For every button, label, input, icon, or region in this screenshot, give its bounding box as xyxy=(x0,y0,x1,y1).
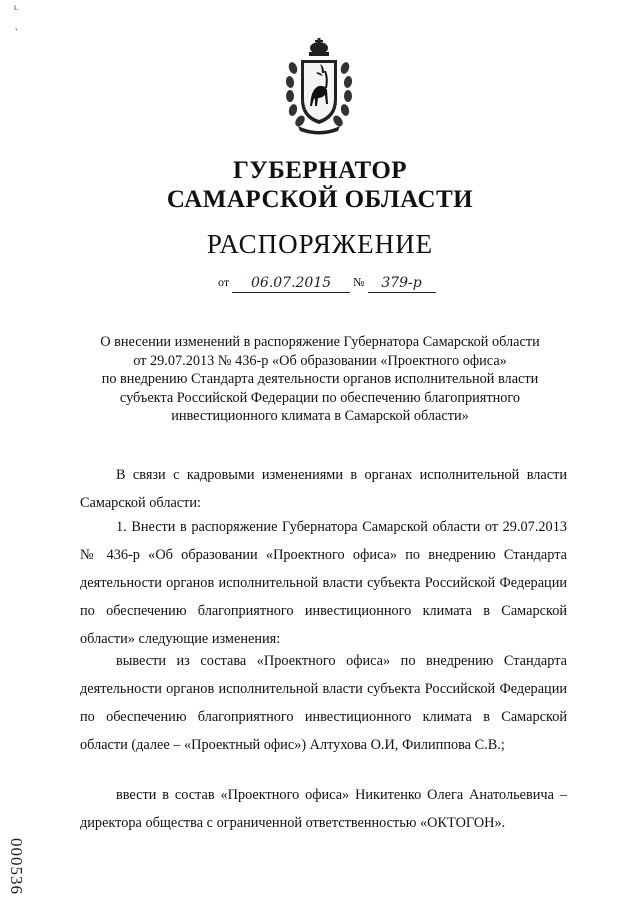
date-prefix-label: от xyxy=(218,275,230,289)
number-label: № xyxy=(353,275,365,289)
subject-line: О внесении изменений в распоряжение Губернатора Самарской области xyxy=(100,334,540,350)
governor-heading: ГУБЕРНАТОР xyxy=(232,157,408,184)
subject-line: от 29.07.2013 № 436-р «Об образовании «Проектного офиса» xyxy=(133,352,507,369)
coat-of-arms-emblem xyxy=(284,38,354,136)
scan-mark: ʟ xyxy=(14,2,18,12)
document-date: 06.07.2015 xyxy=(232,274,350,293)
subitem-remove-paragraph xyxy=(80,647,567,759)
document-number: 379-р xyxy=(368,274,436,293)
region-heading: САМАРСКОЙ ОБЛАСТИ xyxy=(166,186,474,213)
preamble-paragraph xyxy=(80,461,567,517)
subject-line: инвестиционного климата в Самарской области» xyxy=(171,408,469,425)
paragraph-text: 1. Внести в распоряжение Губернатора Самарской области от 29.07.2013 № 436-р «Об образовании «Проектного офиса» по внедрению Стандарта деятельности органов исполнительной власти субъекта Российской Федерации по обеспечению благоприятного инвестиционного климата в Самарской области» следующие изменения: xyxy=(80,519,567,647)
margin-stamp-number: 000536 xyxy=(7,838,26,895)
subject-line: субъекта Российской Федерации по обеспечению благоприятного xyxy=(119,389,521,406)
document-type-title: РАСПОРЯЖЕНИЕ xyxy=(206,229,434,259)
paragraph-text: вывести из состава «Проектного офиса» по внедрению Стандарта деятельности органов исполнительной власти субъекта Российской Федерации по обеспечению благоприятного инвестиционного климата в Самарской области (далее – «Проектный офис») Алтухова О.И, Филиппова С.В.; xyxy=(80,653,567,753)
subitem-add-paragraph xyxy=(80,781,567,837)
date-number-line xyxy=(218,271,436,293)
paragraph-text: ввести в состав «Проектного офиса» Никитенко Олега Анатольевича – директора общества с ограниченной ответственностью «ОКТОГОН». xyxy=(80,787,567,831)
subject-line: по внедрению Стандарта деятельности органов исполнительной власти xyxy=(101,371,539,388)
document-subject-title xyxy=(70,333,570,426)
paragraph-text: В связи с кадровыми изменениями в органах исполнительной власти Самарской области: xyxy=(80,467,567,511)
item-1-paragraph xyxy=(80,513,567,653)
scan-mark: ʻ xyxy=(13,25,22,38)
